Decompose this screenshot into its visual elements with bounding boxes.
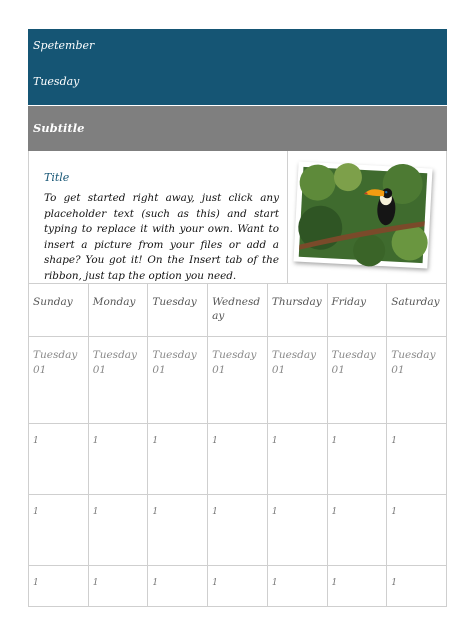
date-label-row xyxy=(29,337,447,424)
weekday-cell xyxy=(88,284,148,337)
weekday-label[interactable]: Tuesday xyxy=(152,296,197,308)
calendar-grid xyxy=(28,283,447,607)
day-cell xyxy=(267,566,327,607)
day-cell xyxy=(29,424,89,495)
day-number[interactable]: 1 xyxy=(391,436,397,446)
day-number[interactable]: 1 xyxy=(92,436,99,446)
day-number[interactable]: 1 xyxy=(271,436,278,446)
day-cell xyxy=(327,495,387,566)
day-cell xyxy=(327,424,387,495)
date-cell xyxy=(327,337,387,424)
day-number[interactable]: 1 xyxy=(391,578,397,588)
day-number[interactable]: 1 xyxy=(331,578,338,588)
content-section xyxy=(28,151,447,283)
day-cell xyxy=(327,566,387,607)
day-number[interactable]: 1 xyxy=(271,578,278,588)
day-number[interactable]: 1 xyxy=(33,578,39,588)
day-number[interactable]: 1 xyxy=(92,507,99,517)
day-cell xyxy=(148,424,208,495)
subtitle-bar xyxy=(28,106,447,151)
date-label[interactable]: Tuesday 01 xyxy=(92,349,137,376)
day-number[interactable]: 1 xyxy=(212,507,218,517)
day-cell xyxy=(267,424,327,495)
day-cell xyxy=(387,495,447,566)
day-cell xyxy=(88,424,148,495)
month-label[interactable]: Spetember xyxy=(33,39,95,52)
date-label[interactable]: Tuesday 01 xyxy=(391,349,436,376)
date-cell xyxy=(29,337,89,424)
date-cell xyxy=(88,337,148,424)
content-body[interactable]: To get started right away, just click any placeholder text (such as this) and start typing to replace it with your own. Want to insert a picture from your files or add a shape? You got it! On the Insert tab of the ribbon, just tap the option you need. xyxy=(44,192,279,282)
date-cell xyxy=(387,337,447,424)
day-number[interactable]: 1 xyxy=(152,578,159,588)
weekday-label[interactable]: Sunday xyxy=(33,296,73,308)
day-cell xyxy=(387,424,447,495)
weekday-label[interactable]: Saturday xyxy=(391,296,440,308)
day-number[interactable]: 1 xyxy=(152,507,159,517)
weekday-cell xyxy=(208,284,268,337)
day-cell xyxy=(387,566,447,607)
date-label[interactable]: Tuesday 01 xyxy=(152,349,197,376)
day-number[interactable]: 1 xyxy=(33,436,39,446)
day-number[interactable]: 1 xyxy=(152,436,159,446)
day-number[interactable]: 1 xyxy=(331,436,338,446)
day-number[interactable]: 1 xyxy=(92,578,99,588)
weekday-label[interactable]: Wednesday xyxy=(212,296,261,322)
date-label[interactable]: Tuesday 01 xyxy=(331,349,376,376)
day-cell xyxy=(148,566,208,607)
date-label[interactable]: Tuesday01 xyxy=(212,349,257,376)
weekday-cell xyxy=(387,284,447,337)
day-cell xyxy=(88,566,148,607)
day-cell xyxy=(208,566,268,607)
weekday-cell xyxy=(148,284,208,337)
header-banner xyxy=(28,29,447,105)
content-title[interactable]: Title xyxy=(44,171,70,184)
week-row xyxy=(29,566,447,607)
day-number[interactable]: 1 xyxy=(33,507,39,517)
weekday-cell xyxy=(267,284,327,337)
day-cell xyxy=(88,495,148,566)
weekday-cell xyxy=(327,284,387,337)
day-cell xyxy=(29,566,89,607)
subtitle-text[interactable]: Subtitle xyxy=(33,121,85,135)
day-number[interactable]: 1 xyxy=(331,507,338,517)
date-cell xyxy=(148,337,208,424)
weekday-label[interactable]: Monday xyxy=(92,296,136,308)
day-number[interactable]: 1 xyxy=(391,507,397,517)
weekday-label[interactable]: Thursday xyxy=(271,296,322,308)
day-cell xyxy=(148,495,208,566)
toucan-image-icon xyxy=(299,167,428,263)
day-number[interactable]: 1 xyxy=(271,507,278,517)
day-number[interactable]: 1 xyxy=(212,436,218,446)
week-row xyxy=(29,424,447,495)
weekday-cell xyxy=(29,284,89,337)
weekday-label[interactable]: Friday xyxy=(331,296,367,308)
date-cell xyxy=(208,337,268,424)
day-label[interactable]: Tuesday xyxy=(33,75,80,88)
day-cell xyxy=(29,495,89,566)
date-label[interactable]: Tuesday 01 xyxy=(271,349,317,376)
toucan-photo[interactable] xyxy=(293,162,432,269)
day-cell xyxy=(208,495,268,566)
day-number[interactable]: 1 xyxy=(212,578,218,588)
date-cell xyxy=(267,337,327,424)
day-cell xyxy=(267,495,327,566)
day-cell xyxy=(208,424,268,495)
weekday-row xyxy=(29,284,447,337)
week-row xyxy=(29,495,447,566)
photo-cell xyxy=(287,151,448,283)
date-label[interactable]: Tuesday 01 xyxy=(33,349,78,376)
